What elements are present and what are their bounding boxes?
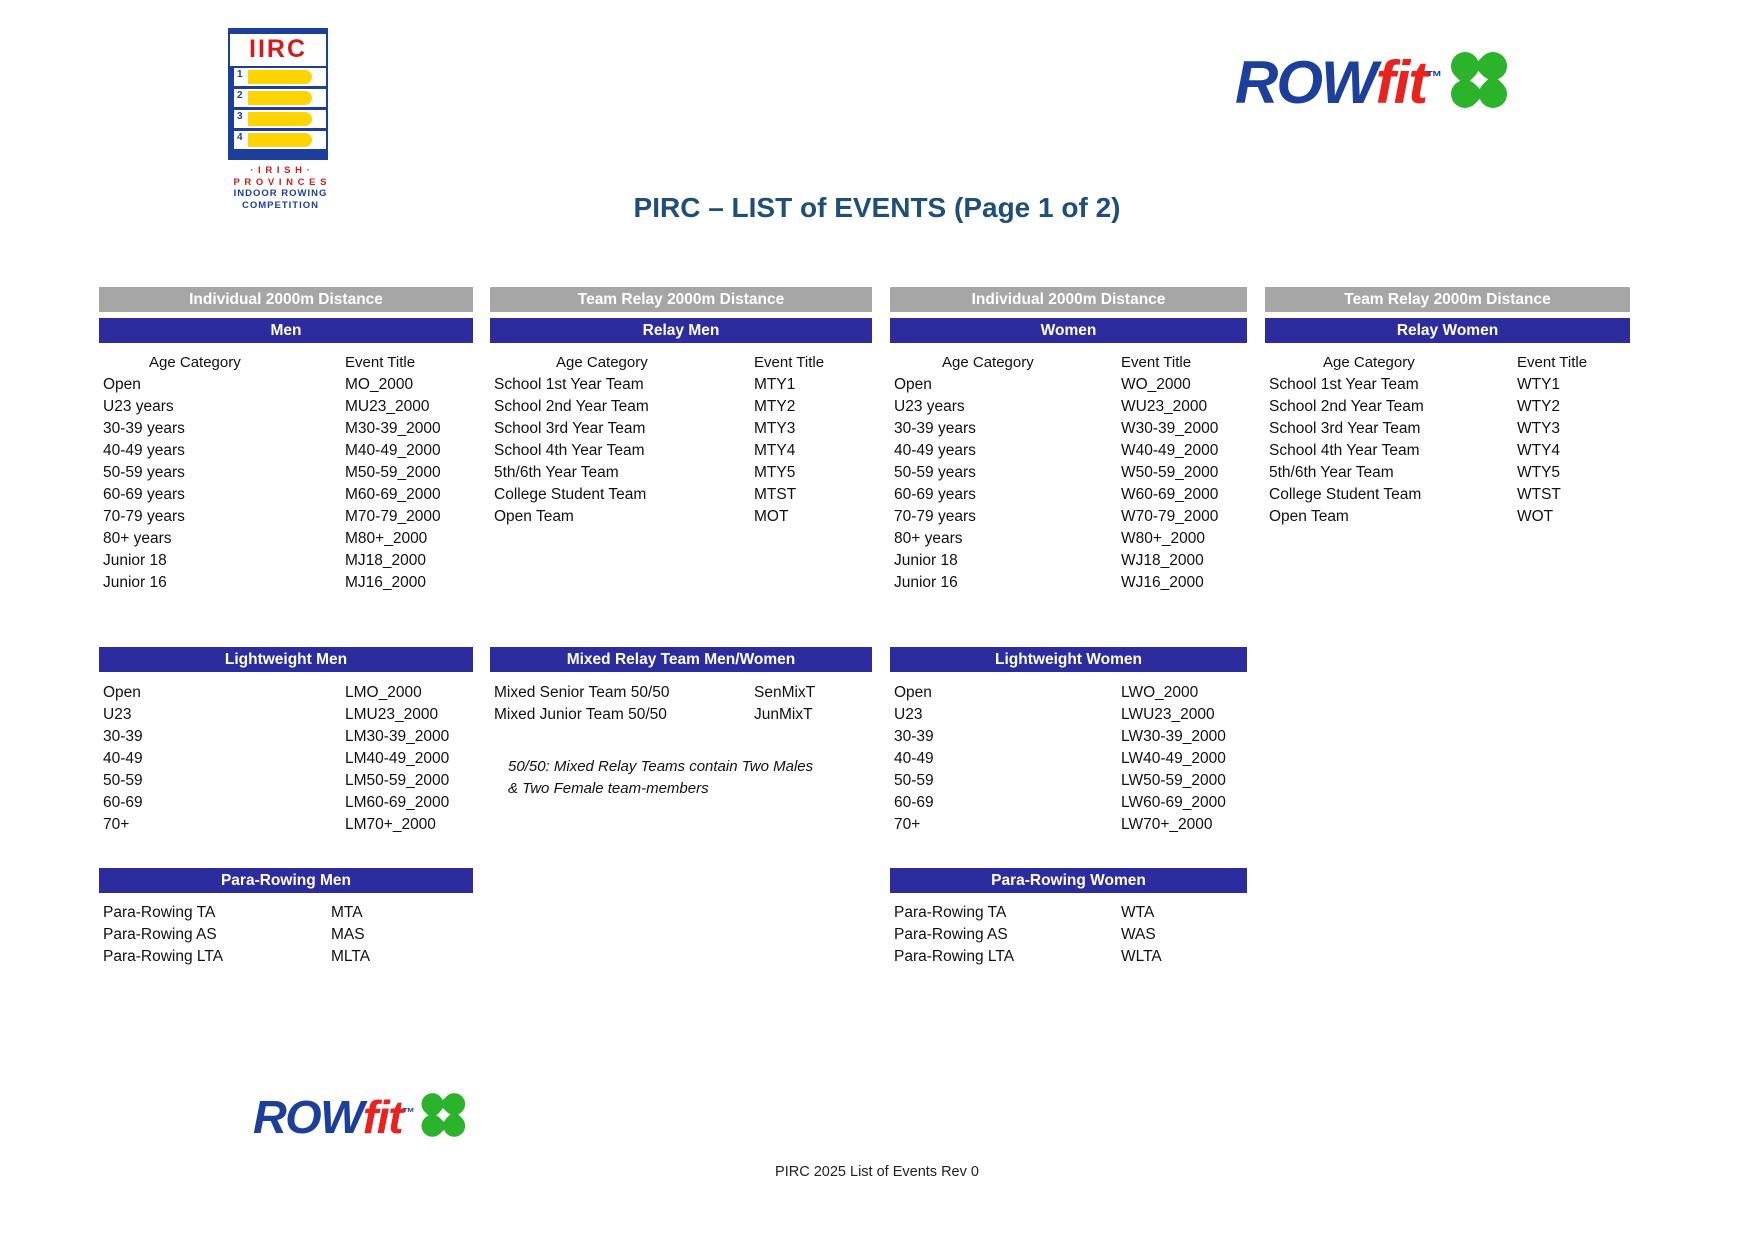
cell-event-title: MO_2000 [345,376,414,393]
cell-age-category: 80+ years [103,530,172,547]
table-row [1265,374,1630,396]
cell-event-title: LM70+_2000 [345,816,436,833]
table-row [99,396,473,418]
column-headers [99,343,473,374]
cell-event-title: MTA [331,904,363,921]
table-row [890,550,1247,572]
cell-age-category: 60-69 years [103,486,185,503]
iirc-lanes [234,68,326,152]
banner-lightweight-women: Lightweight Women [890,647,1247,672]
subbanner-relay-women: Relay Women [1265,318,1630,343]
table-row [99,418,473,440]
cell-age-category: Mixed Senior Team 50/50 [494,684,670,701]
cell-age-category: 40-49 years [103,442,185,459]
trademark-icon: ™ [1426,69,1441,86]
table-row [99,792,473,814]
cell-event-title: LM30-39_2000 [345,728,450,745]
cell-age-category: 50-59 [894,772,934,789]
table-row [1265,484,1630,506]
table-row [490,374,872,396]
cell-age-category: 70+ [103,816,130,833]
table-row [99,924,473,946]
cell-age-category: Junior 16 [894,574,958,591]
subbanner-men: Men [99,318,473,343]
subbanner-relay-men: Relay Men [490,318,872,343]
table-row [99,682,473,704]
cell-age-category: 30-39 [894,728,934,745]
iirc-lane-number: 4 [237,132,243,143]
cell-event-title: WTST [1517,486,1561,503]
cell-age-category: Para-Rowing AS [894,926,1008,943]
table-row [890,814,1247,836]
iirc-logo-box [228,28,328,160]
cell-age-category: 40-49 [103,750,143,767]
cell-event-title: LWO_2000 [1121,684,1199,701]
cell-event-title: M30-39_2000 [345,420,441,437]
table-row [890,704,1247,726]
table-row [890,374,1247,396]
cell-event-title: W30-39_2000 [1121,420,1219,437]
table-row [99,572,473,594]
cell-event-title: M60-69_2000 [345,486,441,503]
cell-age-category: College Student Team [1269,486,1422,503]
rowfit-logo-top [1235,48,1510,116]
cell-event-title: MTY4 [754,442,796,459]
cell-event-title: WTY3 [1517,420,1561,437]
table-row [890,484,1247,506]
table-row [1265,440,1630,462]
iirc-acronym: IIRC [230,34,326,66]
header-age-category: Age Category [1323,354,1415,371]
table-row [99,770,473,792]
table-row [99,462,473,484]
block-relay-women [1265,287,1630,528]
block-lightweight-men [99,647,473,836]
table-row [99,550,473,572]
table-row [99,726,473,748]
boat-icon [248,70,312,84]
cell-event-title: LMO_2000 [345,684,422,701]
cell-event-title: JunMixT [754,706,813,723]
cell-event-title: WLTA [1121,948,1162,965]
table-row [890,572,1247,594]
cell-age-category: 30-39 years [103,420,185,437]
cell-age-category: School 4th Year Team [1269,442,1420,459]
mixed-relay-note-line1: 50/50: Mixed Relay Teams contain Two Males [508,758,814,775]
cell-age-category: 50-59 [103,772,143,789]
rowfit-wordmark [253,1090,414,1144]
cell-age-category: 60-69 [894,794,934,811]
clover-icon [1448,50,1510,112]
table-row [1265,418,1630,440]
table-row [890,528,1247,550]
cell-event-title: LM40-49_2000 [345,750,450,767]
rowfit-row-text: ROW [253,1090,363,1144]
banner-para-rowing-women: Para-Rowing Women [890,868,1247,893]
cell-event-title: WTA [1121,904,1155,921]
table-row [890,748,1247,770]
table-row [490,396,872,418]
cell-event-title: W40-49_2000 [1121,442,1219,459]
cell-event-title: W80+_2000 [1121,530,1206,547]
cell-event-title: WTY5 [1517,464,1561,481]
trademark-icon: ™ [402,1106,414,1120]
cell-event-title: WJ18_2000 [1121,552,1204,569]
iirc-caption-line3: INDOOR ROWING [233,188,328,199]
cell-age-category: School 3rd Year Team [494,420,646,437]
cell-age-category: 40-49 [894,750,934,767]
page-title: PIRC – LIST of EVENTS (Page 1 of 2) [633,192,1121,223]
table-row [1265,462,1630,484]
iirc-lane-number: 1 [237,69,243,80]
banner-relay-men: Team Relay 2000m Distance [490,287,872,312]
table-row [490,440,872,462]
cell-age-category: College Student Team [494,486,647,503]
cell-age-category: Junior 16 [103,574,167,591]
table-row [99,528,473,550]
cell-event-title: WU23_2000 [1121,398,1208,415]
table-row [890,770,1247,792]
cell-event-title: W70-79_2000 [1121,508,1219,525]
cell-age-category: Open [103,376,141,393]
block-para-rowing-men [99,868,473,968]
footer-text: PIRC 2025 List of Events Rev 0 [775,1164,979,1180]
cell-event-title: WO_2000 [1121,376,1191,393]
column-headers [490,343,872,374]
cell-age-category: 60-69 [103,794,143,811]
table-row [99,946,473,968]
column-headers [1265,343,1630,374]
cell-event-title: LW50-59_2000 [1121,772,1226,789]
iirc-caption-line2: P R O V I N C E S [233,176,328,188]
header-event-title: Event Title [1121,354,1192,371]
cell-event-title: LW40-49_2000 [1121,750,1226,767]
column-headers [890,343,1247,374]
header-event-title: Event Title [1517,354,1588,371]
cell-event-title: SenMixT [754,684,816,701]
cell-age-category: Open Team [494,508,574,525]
cell-age-category: Para-Rowing LTA [103,948,224,965]
cell-event-title: MTY1 [754,376,796,393]
cell-event-title: MAS [331,926,365,943]
table-row [1265,396,1630,418]
header-age-category: Age Category [942,354,1034,371]
cell-event-title: WJ16_2000 [1121,574,1204,591]
table-row [99,374,473,396]
table-row [890,506,1247,528]
cell-event-title: M40-49_2000 [345,442,441,459]
block-para-rowing-women [890,868,1247,968]
iirc-lane [234,131,326,149]
cell-event-title: MJ18_2000 [345,552,427,569]
cell-age-category: Para-Rowing AS [103,926,217,943]
cell-event-title: LM50-59_2000 [345,772,450,789]
cell-age-category: U23 [894,706,923,723]
table-row [890,726,1247,748]
table-row [99,440,473,462]
table-row [490,682,872,704]
cell-age-category: 70+ [894,816,921,833]
table-row [99,704,473,726]
cell-event-title: LMU23_2000 [345,706,439,723]
cell-age-category: U23 years [103,398,174,415]
cell-event-title: LW60-69_2000 [1121,794,1226,811]
cell-event-title: MTY2 [754,398,796,415]
iirc-lane-number: 2 [237,90,243,101]
boat-icon [248,91,312,105]
rowfit-fit-text: fit [1375,49,1427,116]
cell-event-title: LM60-69_2000 [345,794,450,811]
iirc-caption-line4: COMPETITION [242,199,319,211]
banner-individual-men: Individual 2000m Distance [99,287,473,312]
cell-event-title: MU23_2000 [345,398,430,415]
cell-event-title: W50-59_2000 [1121,464,1219,481]
cell-age-category: School 4th Year Team [494,442,645,459]
cell-event-title: LW30-39_2000 [1121,728,1226,745]
cell-age-category: 5th/6th Year Team [494,464,619,481]
cell-age-category: Para-Rowing TA [103,904,216,921]
cell-age-category: 60-69 years [894,486,976,503]
cell-age-category: U23 [103,706,132,723]
cell-age-category: 30-39 [103,728,143,745]
boat-icon [248,112,312,126]
banner-para-rowing-men: Para-Rowing Men [99,868,473,893]
cell-event-title: MTST [754,486,797,503]
rowfit-wordmark [1235,48,1441,116]
table-row [99,748,473,770]
header-event-title: Event Title [345,354,416,371]
cell-event-title: M80+_2000 [345,530,428,547]
cell-age-category: Para-Rowing TA [894,904,1007,921]
cell-age-category: 30-39 years [894,420,976,437]
cell-age-category: School 2nd Year Team [494,398,649,415]
cell-event-title: WTY4 [1517,442,1561,459]
cell-age-category: 70-79 years [894,508,976,525]
cell-age-category: 40-49 years [894,442,976,459]
cell-event-title: LWU23_2000 [1121,706,1215,723]
cell-age-category: 80+ years [894,530,963,547]
cell-age-category: Para-Rowing LTA [894,948,1015,965]
table-row [890,396,1247,418]
table-row [99,506,473,528]
table-row [890,924,1247,946]
banner-relay-women: Team Relay 2000m Distance [1265,287,1630,312]
cell-event-title: M50-59_2000 [345,464,441,481]
cell-event-title: MJ16_2000 [345,574,427,591]
iirc-lane [234,68,326,86]
table-row [490,506,872,528]
table-row [490,462,872,484]
cell-event-title: WOT [1517,508,1554,525]
boat-icon [248,133,312,147]
banner-individual-women: Individual 2000m Distance [890,287,1247,312]
cell-event-title: MTY3 [754,420,796,437]
block-lightweight-women [890,647,1247,836]
cell-event-title: WTY1 [1517,376,1561,393]
header-age-category: Age Category [149,354,241,371]
table-row [890,462,1247,484]
table-row [890,418,1247,440]
cell-age-category: School 3rd Year Team [1269,420,1421,437]
cell-event-title: MOT [754,508,789,525]
table-row [99,484,473,506]
rowfit-fit-text: fit [362,1090,403,1144]
cell-age-category: School 2nd Year Team [1269,398,1424,415]
table-row [490,484,872,506]
table-row [99,814,473,836]
table-row [490,418,872,440]
header-age-category: Age Category [556,354,648,371]
cell-age-category: 70-79 years [103,508,185,525]
cell-age-category: Junior 18 [894,552,958,569]
table-row [890,440,1247,462]
table-row [890,792,1247,814]
table-row [890,902,1247,924]
cell-event-title: WTY2 [1517,398,1561,415]
block-mixed-relay [490,647,872,800]
cell-age-category: School 1st Year Team [494,376,644,393]
cell-event-title: M70-79_2000 [345,508,441,525]
cell-age-category: 50-59 years [103,464,185,481]
block-individual-men [99,287,473,594]
rowfit-logo-bottom [253,1090,468,1144]
table-row [490,704,872,726]
cell-event-title: WAS [1121,926,1156,943]
cell-event-title: MTY5 [754,464,796,481]
rowfit-row-text: ROW [1235,49,1376,116]
cell-age-category: 5th/6th Year Team [1269,464,1394,481]
cell-event-title: W60-69_2000 [1121,486,1219,503]
cell-age-category: Open [103,684,141,701]
table-row [1265,506,1630,528]
iirc-caption-line1: · I R I S H · [250,165,311,176]
table-row [99,902,473,924]
cell-age-category: Junior 18 [103,552,167,569]
iirc-lane [234,110,326,128]
cell-age-category: Open [894,376,932,393]
cell-age-category: 50-59 years [894,464,976,481]
cell-age-category: Open Team [1269,508,1349,525]
cell-age-category: Mixed Junior Team 50/50 [494,706,667,723]
cell-age-category: U23 years [894,398,965,415]
cell-event-title: MLTA [331,948,371,965]
header-event-title: Event Title [754,354,825,371]
subbanner-women: Women [890,318,1247,343]
banner-mixed-relay: Mixed Relay Team Men/Women [490,647,872,672]
banner-lightweight-men: Lightweight Men [99,647,473,672]
table-row [890,682,1247,704]
iirc-lane-number: 3 [237,111,243,122]
cell-event-title: LW70+_2000 [1121,816,1213,833]
iirc-lane [234,89,326,107]
block-relay-men [490,287,872,528]
clover-icon [419,1091,467,1139]
cell-age-category: School 1st Year Team [1269,376,1419,393]
mixed-relay-note-line2: & Two Female team-members [508,780,709,797]
table-row [890,946,1247,968]
cell-age-category: Open [894,684,932,701]
block-individual-women [890,287,1247,594]
